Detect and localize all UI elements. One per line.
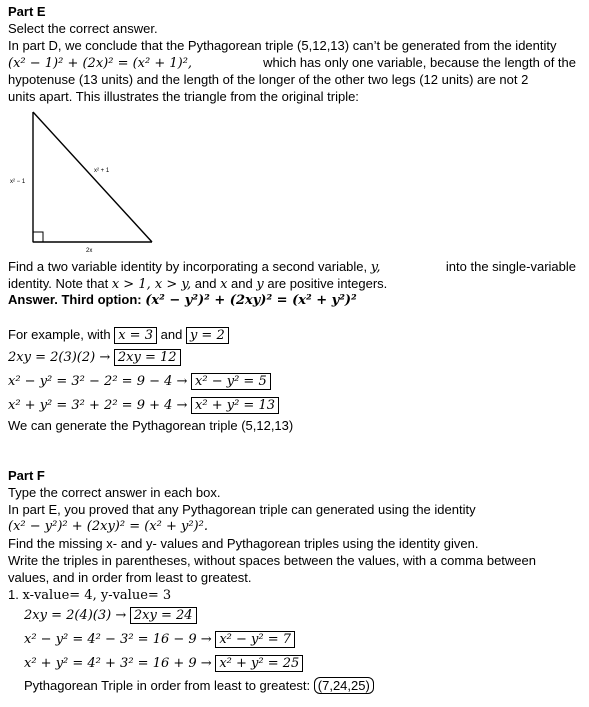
part-f-para2: Find the missing x- and y- values and Pythagorean triples using the identity given. xyxy=(8,536,479,551)
triangle-hypotenuse xyxy=(33,112,152,242)
example-intro: For example, with xyxy=(8,327,111,342)
part-f-calc3 xyxy=(24,655,303,672)
para2-var-y: y, xyxy=(370,260,381,275)
f-calc2-expr: x² − y² = 4² − 3² = 16 − 9 → xyxy=(24,632,212,647)
part-e-calc1 xyxy=(8,349,181,366)
example-y-box: y = 2 xyxy=(186,327,229,344)
part-f-identity: (x² − y²)² + (2xy)² = (x² + y²)². xyxy=(8,519,208,534)
calc1-expr: 2xy = 2(3)(2) → xyxy=(8,350,111,365)
calc3-expr: x² + y² = 3² + 2² = 9 + 4 → xyxy=(8,398,188,413)
answer-label: Answer. Third option: xyxy=(8,292,142,307)
label-bottom-leg: 2x xyxy=(86,248,93,254)
example-x-box: x = 3 xyxy=(114,327,157,344)
triple-label: Pythagorean Triple in order from least to greatest: xyxy=(24,678,311,693)
f-calc2-result-box: x² − y² = 7 xyxy=(215,631,295,648)
calc2-expr: x² − y² = 3² − 2² = 9 − 4 → xyxy=(8,374,188,389)
part-e-para1-line2 xyxy=(8,55,576,72)
part-e-conclusion: We can generate the Pythagorean triple (5,12,13) xyxy=(8,418,294,433)
para2-text-b: into the single-variable xyxy=(445,259,576,274)
label-hypotenuse: x² + 1 xyxy=(94,168,110,174)
calc3-result-box: x² + y² = 13 xyxy=(191,397,279,414)
para2-x: x xyxy=(220,277,228,292)
para2-end: are positive integers. xyxy=(267,276,388,291)
part-e-calc2 xyxy=(8,373,271,390)
part-f-para3-line2: values, and in order from least to greatest. xyxy=(8,570,252,585)
part-e-para2-line2 xyxy=(8,276,387,293)
triple-answer-box[interactable]: (7,24,25) xyxy=(314,677,374,694)
part-f-heading: Part F xyxy=(8,468,45,483)
part-f-calc1 xyxy=(24,607,197,624)
part-e-calc3 xyxy=(8,397,279,414)
part-e-answer xyxy=(8,292,357,309)
example-line xyxy=(8,327,229,344)
part-e-para1-line4: units apart. This illustrates the triangle from the original triple: xyxy=(8,89,359,104)
part-f-item1 xyxy=(8,587,171,604)
part-f-para3-line1: Write the triples in parentheses, without spaces between the values, with a comma between xyxy=(8,553,536,568)
f-calc3-expr: x² + y² = 4² + 3² = 16 + 9 → xyxy=(24,656,212,671)
para2-and: and xyxy=(194,276,217,291)
part-e-para1-line1: In part D, we conclude that the Pythagorean triple (5,12,13) can’t be generated from the identity xyxy=(8,38,557,53)
part-e-para1-line3: hypotenuse (13 units) and the length of the longer of the other two legs (12 units) are not 2 xyxy=(8,72,529,87)
part-f-calc2 xyxy=(24,631,295,648)
part-f-instruction: Type the correct answer in each box. xyxy=(8,485,221,500)
label-left-leg: x² − 1 xyxy=(10,179,26,185)
item-number: 1. xyxy=(8,587,19,602)
answer-equation: (x² − y²)² + (2xy)² = (x² + y²)² xyxy=(145,293,357,308)
part-f-triple-line xyxy=(24,678,374,694)
para2-and2: and xyxy=(231,276,253,291)
part-e-instruction: Select the correct answer. xyxy=(8,21,158,36)
calc1-result-box: 2xy = 12 xyxy=(114,349,181,366)
para2-y: y xyxy=(256,277,264,292)
para2-note: identity. Note that xyxy=(8,276,109,291)
calc2-result-box: x² − y² = 5 xyxy=(191,373,271,390)
f-calc1-result-box: 2xy = 24 xyxy=(130,607,197,624)
triangle-figure xyxy=(8,108,158,256)
single-variable-identity: (x² − 1)² + (2x)² = (x² + 1)², xyxy=(8,56,193,71)
f-calc3-result-box: x² + y² = 25 xyxy=(215,655,303,672)
part-f-para1: In part E, you proved that any Pythagorean triple can generated using the identity xyxy=(8,502,476,517)
part-e-para1-rest: which has only one variable, because the length of the xyxy=(263,55,576,70)
right-angle-marker xyxy=(33,232,43,242)
item-values: x-value= 4, y-value= 3 xyxy=(22,588,172,603)
example-and: and xyxy=(160,327,183,342)
part-e-heading: Part E xyxy=(8,4,46,19)
para2-conditions: x > 1, x > y, xyxy=(111,277,192,292)
para2-text-a: Find a two variable identity by incorporating a second variable, xyxy=(8,259,368,274)
f-calc1-expr: 2xy = 2(4)(3) → xyxy=(24,608,127,623)
part-e-para2-line1 xyxy=(8,259,576,276)
